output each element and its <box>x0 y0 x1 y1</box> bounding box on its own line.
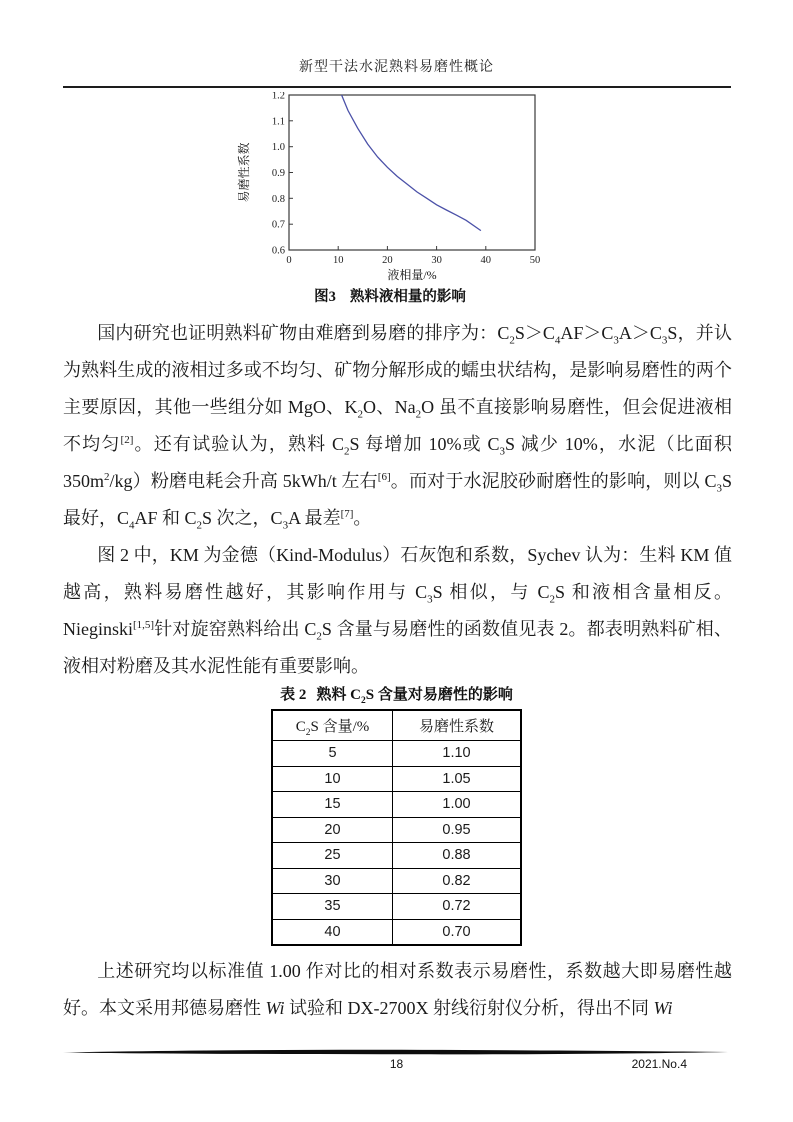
table-cell: 15 <box>272 792 393 818</box>
svg-text:50: 50 <box>529 255 541 266</box>
table-row <box>272 792 521 818</box>
svg-text:0.6: 0.6 <box>271 245 285 257</box>
table-cell: 10 <box>272 766 393 792</box>
journal-issue: 2021.No.4 <box>631 1057 687 1071</box>
table-cell: 20 <box>272 817 393 843</box>
table-row <box>272 766 521 792</box>
table-cell: 1.10 <box>393 741 522 767</box>
body-text <box>63 315 732 685</box>
table-row <box>272 894 521 920</box>
table-cell: 0.88 <box>393 843 522 869</box>
svg-text:30: 30 <box>431 255 442 266</box>
figure-caption <box>235 285 545 306</box>
svg-text:1.2: 1.2 <box>271 92 285 102</box>
svg-text:0.9: 0.9 <box>271 168 285 179</box>
footer-divider <box>63 1049 728 1056</box>
svg-text:40: 40 <box>480 255 492 266</box>
table-cell: 30 <box>272 868 393 894</box>
column-header-c2s-content: $C_2S$ 含量/% <box>272 710 393 741</box>
table-cell: 0.95 <box>393 817 522 843</box>
table-cell: 1.05 <box>393 766 522 792</box>
table-caption <box>0 683 793 704</box>
table-cell: 40 <box>272 919 393 945</box>
svg-text:0.8: 0.8 <box>271 193 285 205</box>
paragraph-1: 国内研究也证明熟料矿物由难磨到易磨的排序为：$C_2S>C_4AF>C_3A>C_3S$，并认为熟料生成的液相过多或不均匀、矿物分解形成的蠕虫状结构，是影响易磨性的两个主要原因，其他一些组分如 MgO、$K_2O$、$Na_2O$ 虽不直接影响易磨性，但会促进液相不均匀[2]。还有试验认为，熟料 $C_2S$ 每增加 10%或 $C_3S$ 减少 10%，水泥（比面积 $350m^2/kg$）粉磨电耗会升高 5kWh/t 左右[6]。而对于水泥胶砂耐磨性的影响，则以 $C_3S$ 最好，$C_4AF$ 和 $C_2S$ 次之，$C_3A$ 最差[7]。 <box>63 323 732 532</box>
svg-text:1.1: 1.1 <box>271 116 285 128</box>
c2s-grindability-table <box>271 709 522 946</box>
table-cell: 25 <box>272 843 393 869</box>
table-row <box>272 868 521 894</box>
svg-text:20: 20 <box>382 255 393 266</box>
table-row <box>272 843 521 869</box>
svg-text:易磨性系数: 易磨性系数 <box>237 142 251 203</box>
svg-text:0: 0 <box>286 255 292 266</box>
table-cell: 0.72 <box>393 894 522 920</box>
table-2-block <box>0 683 793 946</box>
figure-3 <box>235 92 545 306</box>
svg-text:10: 10 <box>332 255 344 266</box>
header-divider <box>63 86 731 88</box>
figure-caption-number: 图3 <box>314 289 336 305</box>
table-header-row <box>272 710 521 741</box>
table-cell: 0.70 <box>393 919 522 945</box>
table-cell: 0.82 <box>393 868 522 894</box>
paragraph-3: 上述研究均以标准值 1.00 作对比的相对系数表示易磨性，系数越大即易磨性越好。本文采用邦德易磨性 Wi 试验和 DX-2700X 射线衍射仪分析，得出不同 Wi <box>63 961 732 1018</box>
svg-text:0.7: 0.7 <box>271 219 285 231</box>
table-cell: 5 <box>272 741 393 767</box>
table-body <box>272 741 521 946</box>
figure-caption-text: 熟料液相量的影响 <box>349 289 466 305</box>
liquid-phase-line-chart <box>235 92 545 282</box>
table-cell: 35 <box>272 894 393 920</box>
table-row <box>272 741 521 767</box>
running-head-title: 新型干法水泥熟料易磨性概论 <box>299 60 494 75</box>
page-number: 18 <box>389 1057 404 1071</box>
paragraph-2: 图 2 中，KM 为金德（Kind-Modulus）石灰饱和系数，Sychev 认为：生料 KM 值越高，熟料易磨性越好，其影响作用与 $C_3S$ 相似，与 $C_2S$ 和液相含量相反。Nieginski[1,5]针对旋窑熟料给出 $C_2S$ 含量与易磨性的函数值见表 2。都表明熟料矿相、液相对粉磨及其水泥性能有重要影响。 <box>63 545 732 676</box>
table-caption-number: 表 2 <box>280 687 307 703</box>
table-row <box>272 919 521 945</box>
svg-text:液相量/%: 液相量/% <box>387 268 437 282</box>
column-header-grindability: 易磨性系数 <box>393 710 522 741</box>
table-header <box>272 710 521 741</box>
table-row <box>272 817 521 843</box>
table-cell: 1.00 <box>393 792 522 818</box>
table-caption-text: 熟料 $C_2S$ 含量对易磨性的影响 <box>316 687 513 706</box>
svg-text:1.0: 1.0 <box>271 142 285 154</box>
